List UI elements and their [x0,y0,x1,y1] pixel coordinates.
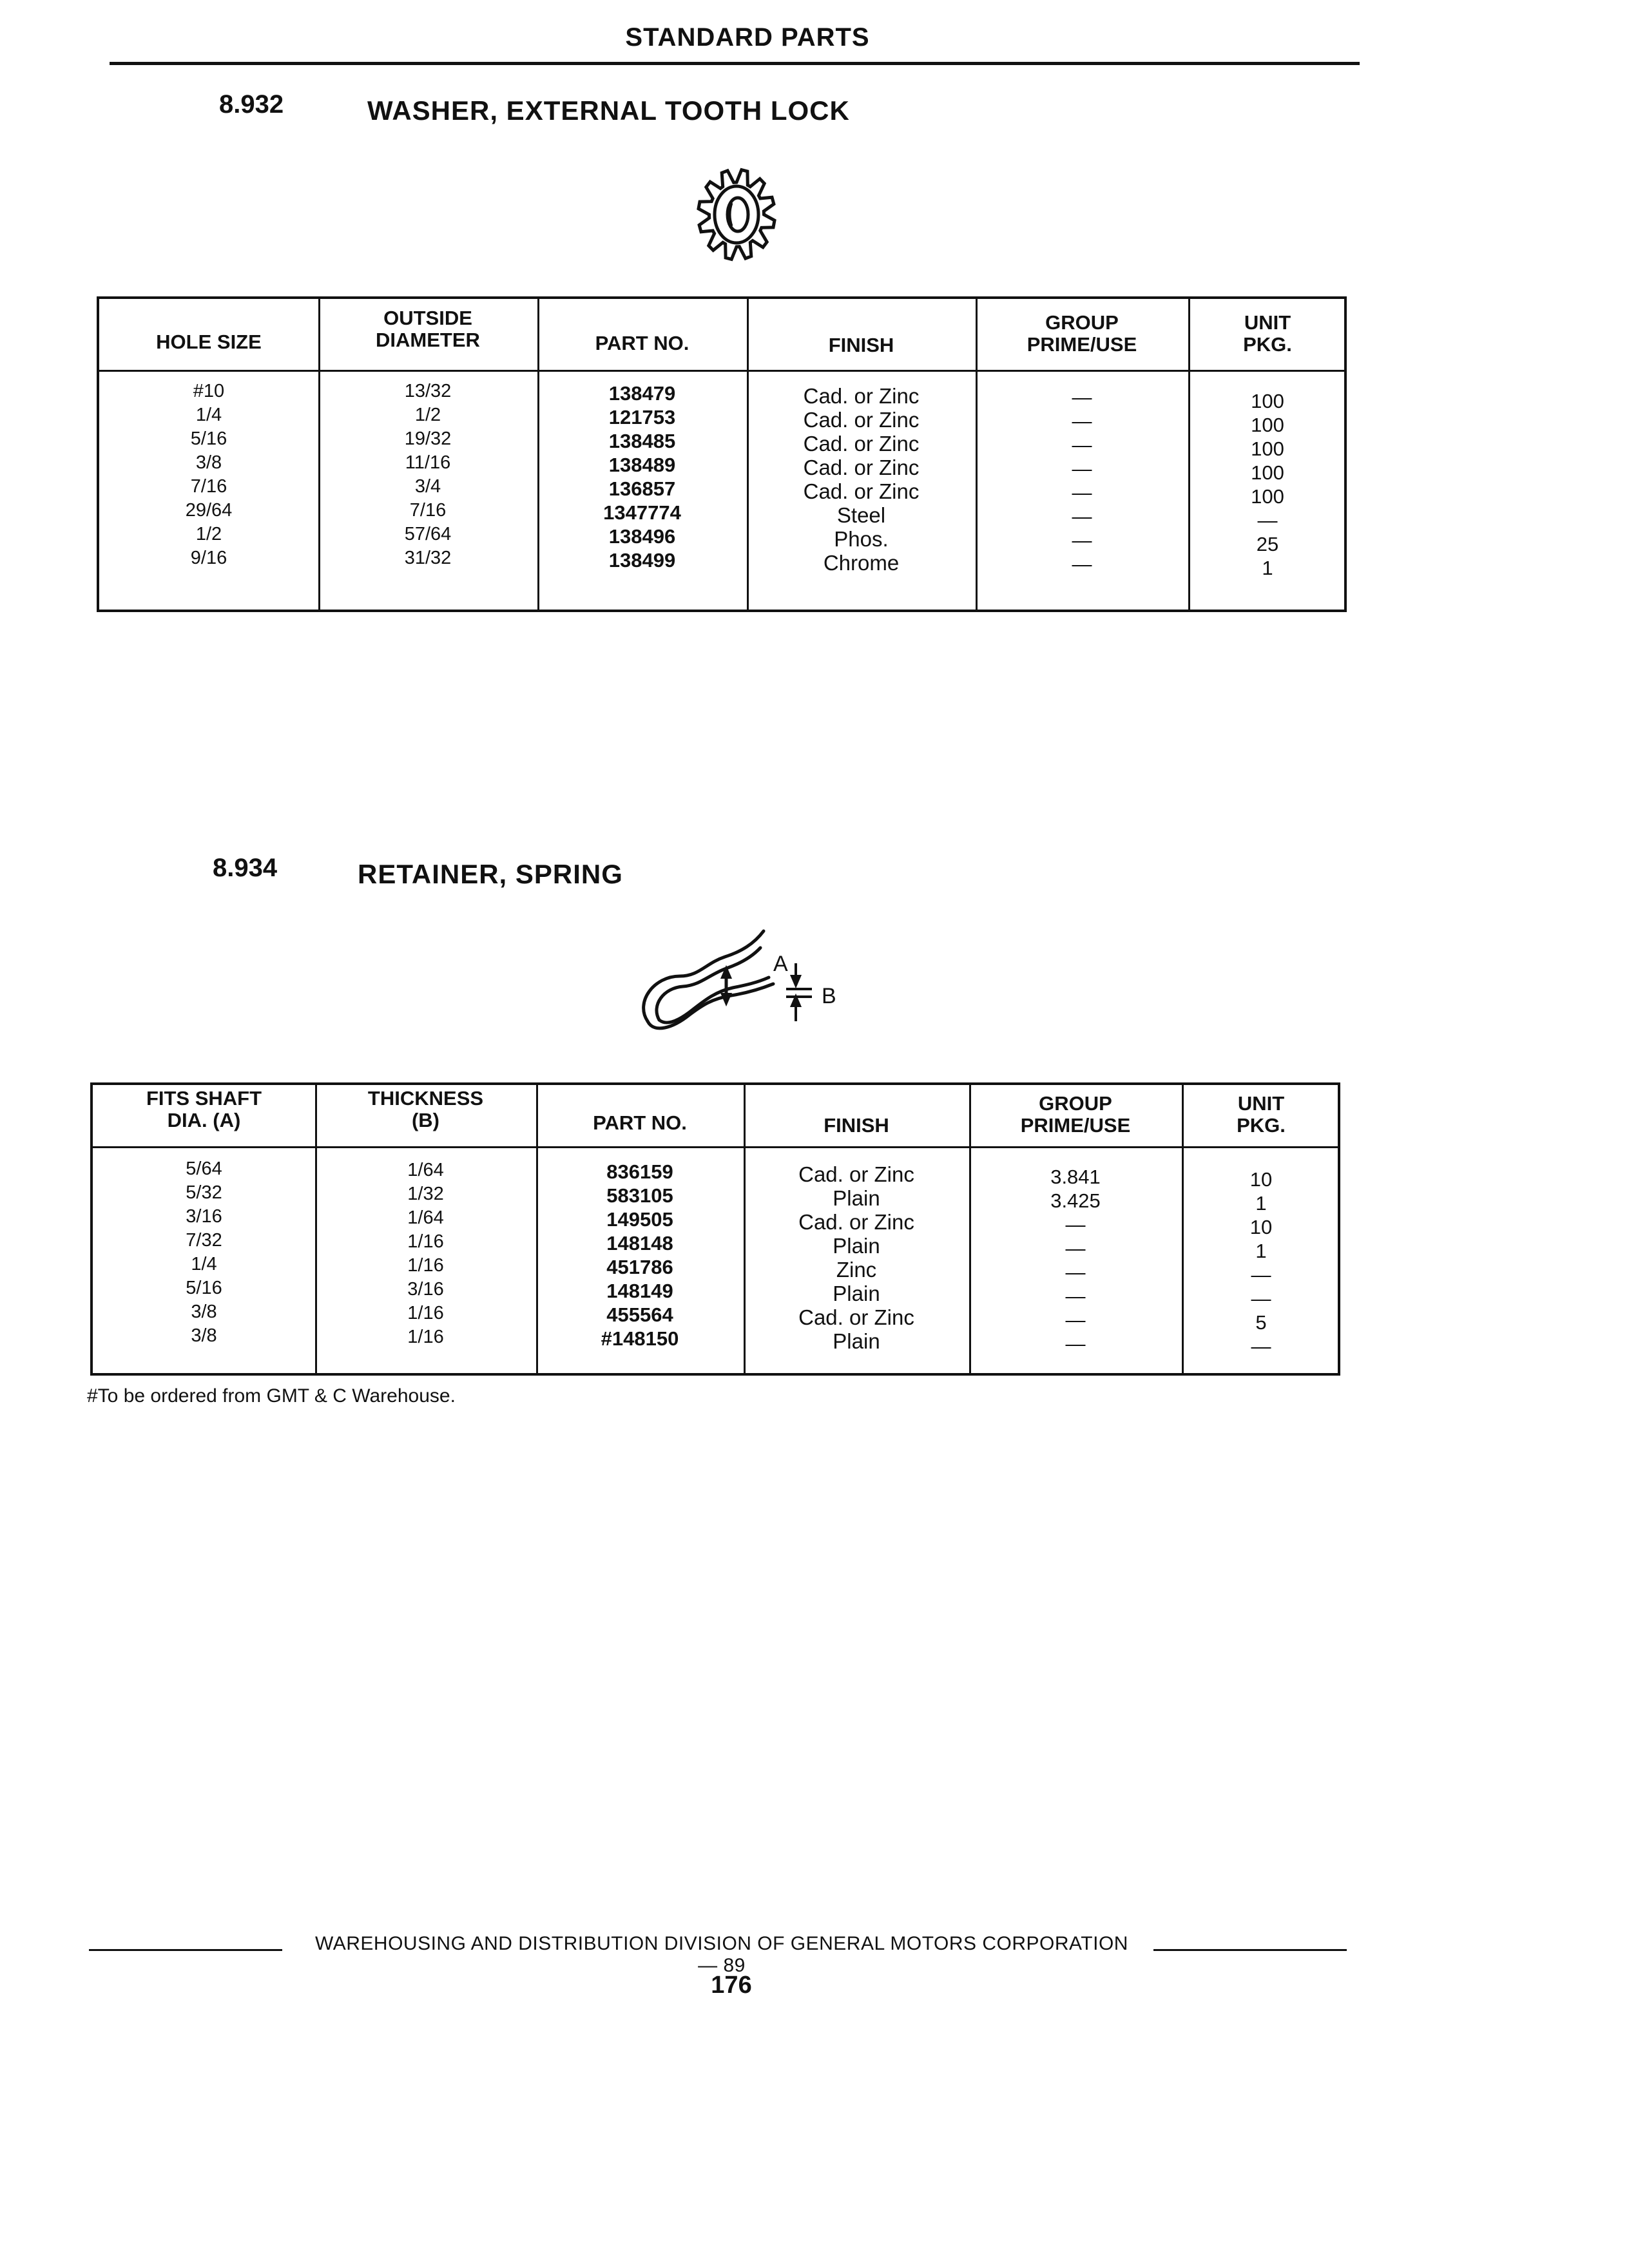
retainer-part-no-column [536,1160,744,1350]
table-cell: 100 [1251,461,1284,484]
figure-label-a: A [773,952,788,976]
table-cell: 10 [1249,1216,1273,1238]
col-header-unit: UNIT [1237,1092,1285,1115]
section-number: 8.932 [219,90,284,119]
table-cell: 100 [1251,414,1284,436]
washer-table [97,296,1347,612]
table-cell: 1/64 [407,1160,444,1180]
washer-finish-column [747,384,976,575]
external-tooth-lock-washer-icon [686,158,789,271]
table-cell: 149505 [606,1208,673,1231]
section-number: 8.934 [213,854,278,882]
table-cell: 455564 [606,1303,673,1326]
table-cell: 29/64 [185,500,233,521]
table-cell: — [1072,410,1092,432]
table-cell: 3/16 [407,1279,444,1300]
washer-group-column [976,385,1188,576]
col-header-fits-shaft-2: DIA. (A) [167,1109,241,1131]
table-cell: Cad. or Zinc [803,432,920,456]
table-cell: 138489 [608,454,676,476]
table-cell: 138479 [608,382,676,405]
col-header-thickness-2: (B) [411,1109,440,1131]
table-cell: 138496 [608,525,676,548]
table-cell: 121753 [608,406,676,428]
table-cell: Cad. or Zinc [798,1305,914,1329]
table-cell: 57/64 [404,524,452,544]
col-header-outside-diameter: OUTSIDE [383,307,472,329]
retainer-fits-shaft-column [93,1157,315,1348]
col-header-part-no: PART NO. [593,1111,687,1134]
col-header-unit-2: PKG. [1243,333,1292,356]
col-header-fits-shaft: FITS SHAFT [146,1087,262,1110]
page-header-title: STANDARD PARTS [625,23,870,52]
table-cell: 100 [1251,390,1284,412]
col-header-group: GROUP [1045,311,1119,334]
col-header-outside-diameter-2: DIAMETER [376,329,480,351]
table-cell: — [1251,1287,1271,1310]
table-cell: 1/16 [407,1327,444,1347]
table-cell: 1/32 [407,1184,444,1204]
col-header-group-2: PRIME/USE [1020,1114,1131,1137]
table-cell: #148150 [601,1327,679,1350]
table-cell: — [1072,553,1092,575]
table-cell: 1/4 [191,1254,217,1274]
table-cell: 7/32 [186,1230,222,1251]
washer-unit-column [1188,389,1347,580]
footer-rule-right [1153,1949,1347,1951]
table-cell: 13/32 [404,381,452,401]
table-cell: 1 [1262,557,1273,579]
col-header-group: GROUP [1039,1092,1112,1115]
table-cell: — [1072,434,1092,456]
col-header-hole-size: HOLE SIZE [156,331,262,353]
table-cell: 19/32 [404,428,452,449]
table-cell: Plain [833,1186,880,1210]
table-cell: Cad. or Zinc [798,1162,914,1186]
table-cell: 836159 [606,1160,673,1183]
table-cell: Cad. or Zinc [803,384,920,408]
table-cell: 583105 [606,1184,673,1207]
retainer-table [90,1082,1340,1376]
table-cell: 3/16 [186,1206,222,1227]
washer-part-no-column [537,381,747,572]
table-cell: 3.841 [1050,1166,1101,1188]
table-cell: 3/4 [414,476,441,497]
table-cell: — [1072,505,1092,528]
table-cell: Cad. or Zinc [803,408,920,432]
table-cell: — [1065,1285,1086,1307]
table-cell: Steel [836,503,886,527]
table-cell: — [1251,1335,1271,1358]
table-cell: Cad. or Zinc [803,479,920,503]
header-rule [110,62,1360,65]
table-cell: 25 [1256,533,1279,555]
table-cell: — [1065,1213,1086,1236]
col-header-finish: FINISH [828,334,894,356]
table-cell: — [1072,457,1092,480]
washer-outside-diameter-column [318,380,537,570]
table-cell: Plain [833,1282,880,1305]
table-cell: 7/16 [190,476,227,497]
table-cell: 3/8 [195,452,222,473]
table-cell: 148149 [606,1280,673,1302]
footnote: #To be ordered from GMT & C Warehouse. [87,1385,456,1407]
table-cell: 100 [1251,437,1284,460]
table-cell: 100 [1251,485,1284,508]
section-title: WASHER, EXTERNAL TOOTH LOCK [367,95,850,126]
table-cell: — [1251,1264,1271,1286]
section-title: RETAINER, SPRING [358,859,623,889]
table-cell: 1347774 [603,501,681,524]
table-cell: — [1072,386,1092,408]
col-header-group-2: PRIME/USE [1027,333,1137,356]
table-cell: 3.425 [1050,1189,1101,1212]
table-cell: — [1072,481,1092,504]
table-cell: 11/16 [405,452,451,473]
table-cell: Zinc [836,1258,877,1282]
spring-retainer-clip-icon [628,925,860,1053]
table-cell: 138499 [608,549,676,572]
table-cell: — [1072,529,1092,552]
col-header-unit-2: PKG. [1237,1114,1286,1137]
table-cell: 10 [1249,1168,1273,1191]
table-cell: 1/16 [407,1303,444,1323]
table-cell: — [1257,509,1278,532]
table-cell: 9/16 [190,548,227,568]
table-cell: 1/2 [414,405,441,425]
page-number: 176 [711,1972,752,1999]
table-cell: 1 [1255,1240,1267,1262]
table-cell: — [1065,1261,1086,1283]
table-cell: 451786 [606,1256,673,1278]
table-cell: 1 [1255,1192,1267,1215]
table-cell: 5/16 [190,428,227,449]
table-cell: 1/16 [407,1255,444,1276]
table-cell: 5/32 [186,1182,222,1203]
table-cell: — [1065,1332,1086,1355]
table-cell: Chrome [823,551,900,575]
table-cell: 3/8 [191,1325,217,1346]
table-cell: 5 [1255,1311,1267,1334]
table-cell: #10 [193,381,225,401]
table-cell: 1/4 [195,405,222,425]
table-cell: 1/64 [407,1207,444,1228]
table-cell: Plain [833,1329,880,1353]
col-header-thickness: THICKNESS [367,1087,484,1110]
table-cell: 3/8 [191,1302,217,1322]
col-header-part-no: PART NO. [595,332,689,354]
footer-text: WAREHOUSING AND DISTRIBUTION DIVISION OF GENERAL MOTORS CORPORATION — 89 [315,1933,1128,1976]
table-cell: Cad. or Zinc [803,456,920,479]
table-cell: Phos. [834,527,889,551]
col-header-unit: UNIT [1244,311,1291,334]
table-cell: 1/2 [195,524,222,544]
figure-label-b: B [822,984,836,1008]
table-cell: 148148 [606,1232,673,1254]
table-cell: — [1065,1237,1086,1260]
washer-hole-size-column [99,380,318,570]
retainer-finish-column [744,1162,969,1353]
table-cell: 136857 [608,477,676,500]
table-cell: 5/64 [186,1158,222,1179]
table-cell: 31/32 [404,548,452,568]
retainer-thickness-column [315,1158,536,1349]
retainer-unit-column [1182,1168,1340,1358]
col-header-finish: FINISH [824,1114,889,1137]
retainer-group-column [969,1165,1182,1356]
table-cell: Cad. or Zinc [798,1210,914,1234]
table-cell: 7/16 [409,500,447,521]
footer-rule-left [89,1949,282,1951]
table-cell: 138485 [608,430,676,452]
table-cell: — [1065,1309,1086,1331]
table-cell: 1/16 [407,1231,444,1252]
table-cell: Plain [833,1234,880,1258]
table-cell: 5/16 [186,1278,222,1298]
